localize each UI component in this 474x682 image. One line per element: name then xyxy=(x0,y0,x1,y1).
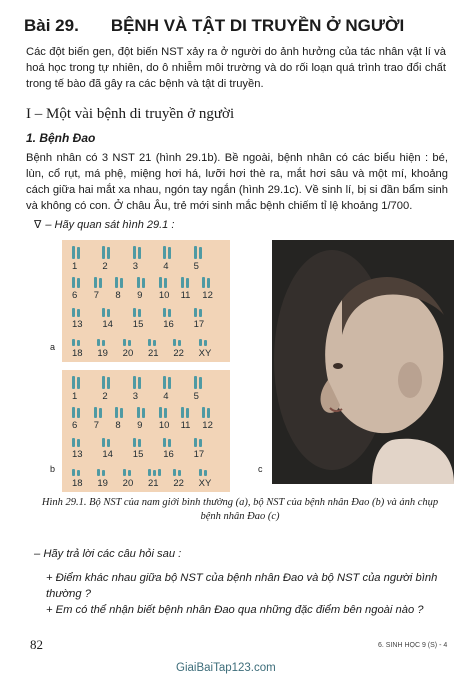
chromosome-pair xyxy=(72,376,80,389)
panel-label-a: a xyxy=(50,342,56,352)
lesson-heading: BỆNH VÀ TẬT DI TRUYỀN Ở NGƯỜI xyxy=(110,16,405,35)
chromosome-number: 9 xyxy=(137,420,143,431)
chromosome-number: 7 xyxy=(93,290,99,301)
chromosome xyxy=(173,339,176,346)
observe-icon: ∇ xyxy=(34,219,42,231)
chromosome-number: 2 xyxy=(102,391,108,402)
chromosome xyxy=(77,408,80,418)
chromosome xyxy=(181,277,184,288)
chromosome xyxy=(72,246,75,259)
chromosome-number: 17 xyxy=(193,449,205,460)
chromosome-number: 15 xyxy=(132,319,144,330)
chromosome xyxy=(72,469,75,476)
chromosome xyxy=(107,309,110,317)
chromosome xyxy=(77,377,80,389)
chromosome xyxy=(128,470,131,476)
chromosome-pair xyxy=(194,434,202,447)
chromosome-pair xyxy=(194,376,202,389)
chromosome-pair xyxy=(202,405,210,418)
chromosome-pair xyxy=(148,463,161,476)
chromosome xyxy=(77,439,80,447)
chromosome xyxy=(97,469,100,476)
chromosome xyxy=(153,470,156,476)
chromosome-number: 5 xyxy=(193,261,199,272)
observe-text: – Hãy quan sát hình 29.1 : xyxy=(45,219,175,231)
chromosome-pair xyxy=(173,463,181,476)
chromosome-pair xyxy=(97,463,105,476)
chromosome xyxy=(133,438,136,447)
chromosome-number: 16 xyxy=(163,319,174,330)
chromosome xyxy=(77,278,80,288)
chromosome-number: 4 xyxy=(163,261,169,272)
chromosome-number: 20 xyxy=(122,348,134,359)
chromosome-pair xyxy=(181,275,189,288)
observe-instruction xyxy=(34,218,174,231)
chromosome-number: 1 xyxy=(72,261,78,272)
chromosome xyxy=(194,438,197,447)
chromosome xyxy=(163,308,166,317)
chromosome xyxy=(115,277,118,288)
chromosome xyxy=(178,470,181,476)
chromosome-pair xyxy=(72,405,80,418)
question-prompt: – Hãy trả lời các câu hỏi sau : xyxy=(34,548,182,560)
chromosome-number: 15 xyxy=(132,449,144,460)
chromosome-pair xyxy=(194,246,202,259)
chromosome xyxy=(138,377,141,389)
chromosome xyxy=(77,309,80,317)
chromosome xyxy=(199,439,202,447)
chromosome-pair xyxy=(123,463,131,476)
chromosome-pair xyxy=(163,246,171,259)
chromosome xyxy=(142,408,145,418)
section-heading: I – Một vài bệnh di truyền ở người xyxy=(26,106,235,122)
chromosome-pair xyxy=(97,333,105,346)
chromosome-pair xyxy=(163,434,171,447)
chromosome-number: 6 xyxy=(72,420,78,431)
chromosome-pair xyxy=(159,275,167,288)
chromosome-pair xyxy=(115,405,123,418)
chromosome xyxy=(207,278,210,288)
chromosome xyxy=(168,439,171,447)
chromosome xyxy=(173,469,176,476)
chromosome-pair xyxy=(133,304,141,317)
chromosome xyxy=(99,278,102,288)
chromosome xyxy=(202,407,205,418)
chromosome-pair xyxy=(163,376,171,389)
chromosome xyxy=(97,339,100,346)
chromosome xyxy=(138,439,141,447)
chromosome xyxy=(137,407,140,418)
chromosome xyxy=(207,408,210,418)
chromosome-pair xyxy=(199,333,207,346)
chromosome xyxy=(77,470,80,476)
chromosome xyxy=(159,277,162,288)
chromosome-pair xyxy=(133,434,141,447)
chromosome-number: 14 xyxy=(102,319,113,330)
chromosome xyxy=(138,247,141,259)
chromosome xyxy=(204,340,207,346)
chromosome xyxy=(102,470,105,476)
chromosome xyxy=(163,438,166,447)
chromosome-number: 4 xyxy=(163,391,169,402)
chromosome xyxy=(133,376,136,389)
chromosome-number: 18 xyxy=(72,348,83,359)
panel-label-b: b xyxy=(50,464,56,474)
chromosome-pair xyxy=(133,246,141,259)
chromosome xyxy=(153,340,156,346)
chromosome-pair xyxy=(133,376,141,389)
chromosome xyxy=(199,377,202,389)
chromosome xyxy=(133,246,136,259)
chromosome xyxy=(102,438,105,447)
chromosome-number: 17 xyxy=(193,319,205,330)
chromosome-pair xyxy=(94,405,102,418)
lesson-number: Bài 29. xyxy=(24,16,79,35)
chromosome-pair xyxy=(137,275,145,288)
patient-photo xyxy=(272,240,454,484)
lesson-title xyxy=(24,16,404,36)
chromosome-pair xyxy=(102,246,110,259)
chromosome xyxy=(133,308,136,317)
chromosome xyxy=(102,308,105,317)
chromosome xyxy=(123,339,126,346)
chromosome-pair xyxy=(137,405,145,418)
watermark: GiaiBaiTap123.com xyxy=(176,662,276,674)
chromosome xyxy=(115,407,118,418)
chromosome-pair xyxy=(123,333,131,346)
chromosome xyxy=(102,340,105,346)
chromosome xyxy=(204,470,207,476)
chromosome-number: 13 xyxy=(72,319,83,330)
chromosome xyxy=(72,277,75,288)
chromosome-pair xyxy=(72,246,80,259)
figure-caption: Hình 29.1. Bộ NST của nam giới bình thường (a), bộ NST của bệnh nhân Đao (b) và ảnh chụp bệnh nhân Đao (c) xyxy=(41,497,439,522)
chromosome xyxy=(163,376,166,389)
page-number: 82 xyxy=(30,637,43,652)
chromosome xyxy=(194,376,197,389)
chromosome-pair xyxy=(199,463,207,476)
chromosome-number: 20 xyxy=(122,478,134,489)
chromosome-number: 21 xyxy=(148,348,159,359)
chromosome xyxy=(107,377,110,389)
down-syndrome-paragraph: Bệnh nhân có 3 NST 21 (hình 29.1b). Bề ngoài, bệnh nhân có các biểu hiện : bé, lùn, cổ rụt, má phệ, miệng hơi há, lưỡi hơi thè ra, mắt hơi sâu và một mí, khoảng cách giữa hai mắt xa nhau, ngón tay ngắn (hình 29.1c). Về sinh lí, bị si đần bẩm sinh và không có con. Ở châu Âu, trẻ mới sinh mắc bệnh chiếm tỉ lệ khoảng 1/700. xyxy=(26,152,448,212)
chromosome xyxy=(181,407,184,418)
chromosome-number: 5 xyxy=(193,391,199,402)
chromosome xyxy=(168,247,171,259)
chromosome xyxy=(199,309,202,317)
chromosome-pair xyxy=(115,275,123,288)
chromosome-pair xyxy=(94,275,102,288)
chromosome xyxy=(107,247,110,259)
karyotype-down-syndrome xyxy=(62,370,230,492)
chromosome xyxy=(164,278,167,288)
chromosome xyxy=(72,339,75,346)
chromosome-pair xyxy=(102,304,110,317)
chromosome-number: 19 xyxy=(97,478,108,489)
chromosome xyxy=(123,469,126,476)
question-item: + Điểm khác nhau giữa bộ NST của bệnh nhân Đao và bộ NST của người bình thường ? xyxy=(46,572,438,600)
chromosome xyxy=(164,408,167,418)
chromosome-number: 3 xyxy=(132,391,139,402)
intro-paragraph: Các đột biến gen, đột biến NST xảy ra ở người do ảnh hưởng của tác nhân vật lí và hoá học trong tự nhiên, do ô nhiễm môi trường và do rối loạn quá trình trao đổi chất trong tế bào đã gây ra các bệnh và tật di truyền. xyxy=(26,46,446,90)
chromosome-number: 11 xyxy=(180,420,191,431)
chromosome xyxy=(194,308,197,317)
chromosome-number: XY xyxy=(198,478,212,489)
chromosome-number: 7 xyxy=(93,420,99,431)
chromosome xyxy=(199,469,202,476)
chromosome xyxy=(148,339,151,346)
panel-label-c: c xyxy=(258,464,263,474)
chromosome-number: XY xyxy=(198,348,212,359)
chromosome xyxy=(186,278,189,288)
chromosome-pair xyxy=(102,376,110,389)
chromosome xyxy=(72,438,75,447)
chromosome-number: 2 xyxy=(102,261,108,272)
chromosome-number: 13 xyxy=(72,449,83,460)
chromosome-number: 1 xyxy=(72,391,78,402)
chromosome xyxy=(186,408,189,418)
chromosome xyxy=(137,277,140,288)
chromosome xyxy=(120,408,123,418)
chromosome xyxy=(202,277,205,288)
chromosome-number: 21 xyxy=(148,478,159,489)
chromosome xyxy=(77,247,80,259)
chromosome-number: 10 xyxy=(158,290,170,301)
chromosome-pair xyxy=(173,333,181,346)
chromosome-number: 16 xyxy=(163,449,174,460)
chromosome-number: 9 xyxy=(137,290,143,301)
chromosome xyxy=(77,340,80,346)
chromosome xyxy=(120,278,123,288)
chromosome-pair xyxy=(202,275,210,288)
chromosome-number: 12 xyxy=(202,290,213,301)
chromosome xyxy=(102,376,105,389)
chromosome-pair xyxy=(181,405,189,418)
chromosome xyxy=(194,246,197,259)
chromosome-pair xyxy=(159,405,167,418)
chromosome-number: 6 xyxy=(72,290,78,301)
chromosome-pair xyxy=(102,434,110,447)
chromosome-pair xyxy=(148,333,156,346)
chromosome xyxy=(159,407,162,418)
chromosome-number: 22 xyxy=(173,348,184,359)
chromosome xyxy=(142,278,145,288)
chromosome xyxy=(199,339,202,346)
chromosome xyxy=(72,308,75,317)
chromosome xyxy=(158,469,161,476)
book-footer: 6. SINH HỌC 9 (S) - 4 xyxy=(378,642,448,649)
chromosome-pair xyxy=(72,333,80,346)
chromosome xyxy=(128,340,131,346)
chromosome-pair xyxy=(72,275,80,288)
chromosome-number: 18 xyxy=(72,478,83,489)
chromosome xyxy=(168,309,171,317)
chromosome xyxy=(72,376,75,389)
chromosome xyxy=(107,439,110,447)
question-item: + Em có thể nhận biết bệnh nhân Đao qua những đặc điểm bên ngoài nào ? xyxy=(46,604,424,616)
chromosome-pair xyxy=(194,304,202,317)
chromosome-number: 22 xyxy=(173,478,184,489)
karyotype-normal-male xyxy=(62,240,230,362)
chromosome xyxy=(168,377,171,389)
chromosome xyxy=(199,247,202,259)
chromosome xyxy=(148,469,151,476)
chromosome-number: 12 xyxy=(202,420,213,431)
subsection-heading: 1. Bệnh Đao xyxy=(26,131,96,145)
chromosome xyxy=(178,340,181,346)
chromosome xyxy=(94,277,97,288)
chromosome-number: 8 xyxy=(115,420,121,431)
chromosome-number: 14 xyxy=(102,449,113,460)
chromosome xyxy=(102,246,105,259)
chromosome-pair xyxy=(72,304,80,317)
chromosome-pair xyxy=(163,304,171,317)
chromosome-number: 10 xyxy=(158,420,170,431)
chromosome xyxy=(94,407,97,418)
chromosome xyxy=(138,309,141,317)
chromosome xyxy=(163,246,166,259)
chromosome xyxy=(99,408,102,418)
chromosome-number: 19 xyxy=(97,348,108,359)
chromosome-number: 8 xyxy=(115,290,121,301)
chromosome-pair xyxy=(72,463,80,476)
chromosome xyxy=(72,407,75,418)
chromosome-number: 3 xyxy=(132,261,139,272)
chromosome-number: 11 xyxy=(180,290,191,301)
chromosome-pair xyxy=(72,434,80,447)
